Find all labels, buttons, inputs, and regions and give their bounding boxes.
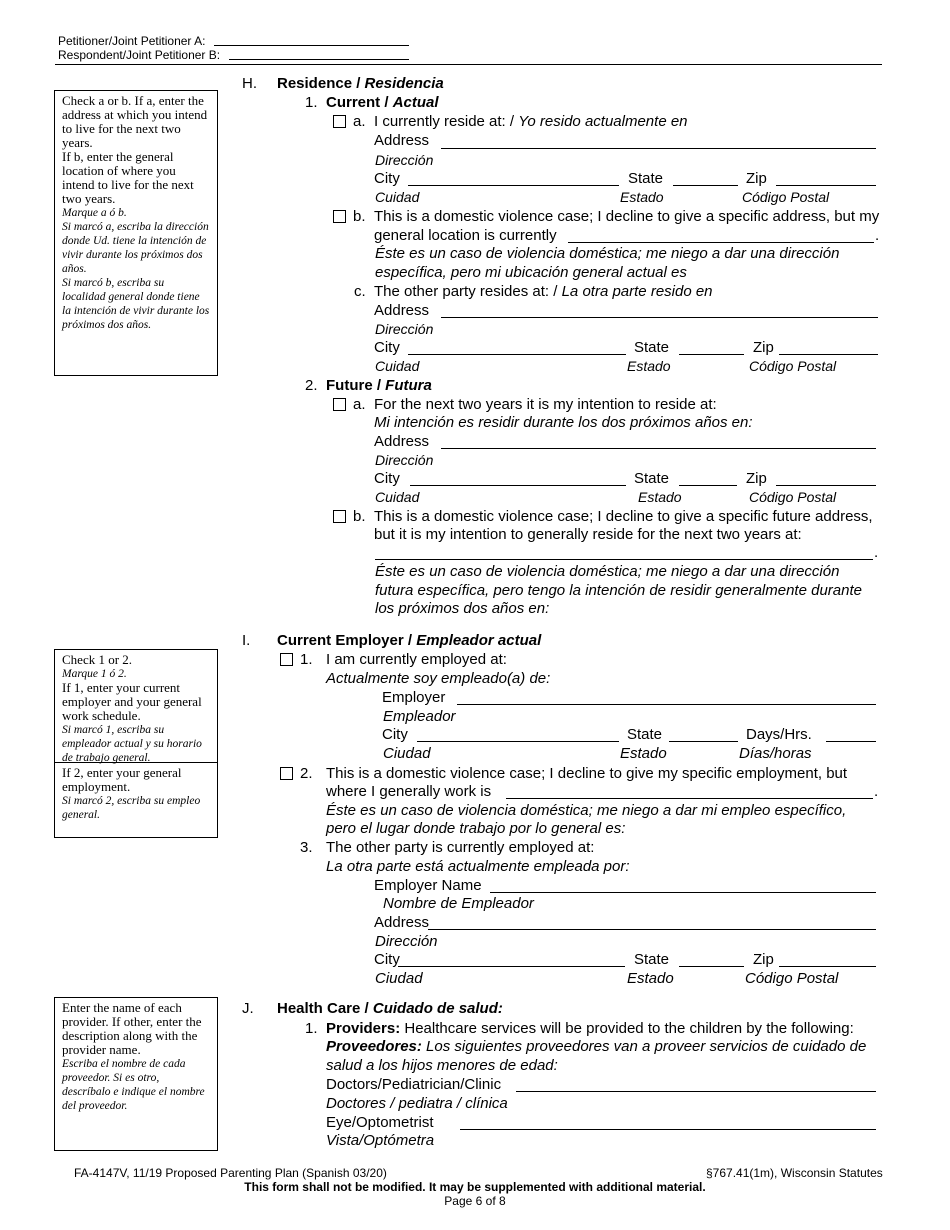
checkbox-current-a[interactable] <box>333 115 346 128</box>
zip-label: Zip <box>753 951 774 968</box>
period: . <box>874 783 879 800</box>
future-zip-field[interactable] <box>776 485 876 486</box>
zip-label: Zip <box>746 170 767 187</box>
instruction-box-employer-1 <box>54 649 218 763</box>
employer-state-field[interactable] <box>669 741 738 742</box>
address-label: Address <box>374 302 430 319</box>
employer-field[interactable] <box>457 704 876 705</box>
instruction-box-health <box>54 997 218 1151</box>
current-a-text: I currently reside at: / Yo resido actualmente en <box>374 113 688 130</box>
future-a-es: Mi intención es residir durante los dos próximos años en: <box>374 414 753 431</box>
item-number: 3. <box>300 839 313 856</box>
city-label-es: Cuidad <box>375 189 420 205</box>
section-h-letter: H. <box>242 75 257 92</box>
general-location-field[interactable] <box>568 242 874 243</box>
other-address-field[interactable] <box>441 317 878 318</box>
instruction-box-employer-2 <box>54 763 218 838</box>
city-label-es: Cuidad <box>375 489 420 505</box>
period: . <box>875 227 880 244</box>
instruction-text: Check 1 or 2. <box>62 652 133 667</box>
item-number: 2. <box>305 377 318 394</box>
decline-employment-text2: where I generally work is <box>326 783 492 800</box>
employer-label: Employer <box>382 689 446 706</box>
respondent-label: Respondent/Joint Petitioner B: <box>58 48 221 62</box>
state-label: State <box>634 339 670 356</box>
decline-employment-text: This is a domestic violence case; I decline to give my specific employment, but <box>326 765 848 782</box>
eye-label: Eye/Optometrist <box>326 1114 434 1131</box>
eye-label-es: Vista/Optómetra <box>326 1132 435 1149</box>
instruction-text-es: Escriba el nombre de cada proveedor. Si es otro, descríbalo e indique el nombre del proveedor. <box>62 1058 205 1112</box>
state-label-es: Estado <box>627 970 674 987</box>
city-label-es: Ciudad <box>383 745 431 762</box>
zip-label-es: Código Postal <box>749 358 837 374</box>
current-c-text: The other party resides at: / La otra parte resido en <box>374 283 713 300</box>
section-j-title: Health Care / Cuidado de salud: <box>277 1000 503 1017</box>
option-label: a. <box>353 396 366 413</box>
future-b-es1: Éste es un caso de violencia doméstica; me niego a dar una dirección <box>375 563 840 580</box>
section-i-letter: I. <box>242 632 251 649</box>
future-b-text2: but it is my intention to generally reside for the next two years at: <box>374 526 802 543</box>
state-label: State <box>628 170 664 187</box>
city-field[interactable] <box>408 185 619 186</box>
doctors-field[interactable] <box>516 1091 876 1092</box>
header-rule <box>55 64 882 65</box>
other-state-field[interactable] <box>679 354 744 355</box>
future-a-text: For the next two years it is my intention to reside at: <box>374 396 717 413</box>
zip-field[interactable] <box>776 185 876 186</box>
checkbox-employed[interactable] <box>280 653 293 666</box>
zip-label-es: Código Postal <box>745 970 839 987</box>
other-city-field[interactable] <box>408 354 626 355</box>
future-heading: Future / Futura <box>326 377 432 394</box>
zip-label-es: Código Postal <box>749 489 837 505</box>
future-b-text: This is a domestic violence case; I decline to give a specific future address, <box>374 508 873 525</box>
address-label-es: Dirección <box>375 152 434 168</box>
days-label: Days/Hrs. <box>746 726 812 743</box>
page-number: Page 6 of 8 <box>444 1194 506 1208</box>
option-label: c. <box>354 283 366 300</box>
state-field[interactable] <box>673 185 738 186</box>
city-label-es: Cuidad <box>375 358 420 374</box>
current-b-text2: general location is currently <box>374 227 557 244</box>
city-label: City <box>374 339 400 356</box>
general-work-field[interactable] <box>506 798 873 799</box>
other-employed-es: La otra parte está actualmente empleada por: <box>326 858 630 875</box>
current-heading: Current / Actual <box>326 94 439 111</box>
future-state-field[interactable] <box>679 485 737 486</box>
city-label: City <box>382 726 408 743</box>
checkbox-decline-employment[interactable] <box>280 767 293 780</box>
other-employer-zip-field[interactable] <box>779 966 876 967</box>
period: . <box>874 544 879 561</box>
proveedores-text: Proveedores: Los siguientes proveedores van a proveer servicios de cuidado de <box>326 1038 867 1055</box>
section-h-title: Residence / Residencia <box>277 75 444 92</box>
address-label: Address <box>374 914 430 931</box>
city-label: City <box>374 470 400 487</box>
address-field[interactable] <box>441 148 876 149</box>
footer-notice: This form shall not be modified. It may be supplemented with additional material. <box>244 1180 706 1194</box>
statute: §767.41(1m), Wisconsin Statutes <box>706 1166 883 1180</box>
current-b-text: This is a domestic violence case; I decline to give a specific address, but my <box>374 208 880 225</box>
employer-city-field[interactable] <box>417 741 619 742</box>
instruction-text: If b, enter the general location of where you intend to live for the next two years. <box>62 149 194 206</box>
state-label: State <box>634 951 670 968</box>
future-city-field[interactable] <box>410 485 626 486</box>
zip-label: Zip <box>753 339 774 356</box>
proveedores-text2: salud a los hijos menores de edad: <box>326 1057 558 1074</box>
employer-label-es: Empleador <box>383 708 456 725</box>
instruction-text-es: Si marcó a, escriba la dirección donde Ud. tiene la intención de vivir durante los próximos dos años. <box>62 221 209 275</box>
other-employer-address-field[interactable] <box>428 929 876 930</box>
respondent-field[interactable] <box>229 59 409 60</box>
future-b-es3: los próximos dos años en: <box>375 600 550 617</box>
option-label: a. <box>353 113 366 130</box>
state-label-es: Estado <box>620 189 664 205</box>
other-employed-text: The other party is currently employed at: <box>326 839 595 856</box>
instruction-text: Enter the name of each provider. If other, enter the description along with the provider name. <box>62 1000 202 1057</box>
future-address-field[interactable] <box>441 448 876 449</box>
instruction-box-residence <box>54 90 218 376</box>
zip-label-es: Código Postal <box>742 189 830 205</box>
decline-employment-es1: Éste es un caso de violencia doméstica; me niego a dar mi empleo específico, <box>326 802 847 819</box>
item-number: 1. <box>305 94 318 111</box>
address-label-es: Dirección <box>375 933 438 950</box>
other-employer-city-field[interactable] <box>398 966 625 967</box>
instruction-text: If 1, enter your current employer and your general work schedule. <box>62 680 202 723</box>
employed-text: I am currently employed at: <box>326 651 507 668</box>
checkbox-future-a[interactable] <box>333 398 346 411</box>
petitioner-label: Petitioner/Joint Petitioner A: <box>58 34 206 48</box>
option-label: b. <box>353 508 366 525</box>
address-label-es: Dirección <box>375 452 434 468</box>
address-label: Address <box>374 433 430 450</box>
item-number: 1. <box>300 651 313 668</box>
section-i-title: Current Employer / Empleador actual <box>277 632 542 649</box>
address-label-es: Dirección <box>375 321 434 337</box>
future-general-location-field[interactable] <box>375 559 873 560</box>
doctors-label-es: Doctores / pediatra / clínica <box>326 1095 508 1112</box>
current-b-es1: Éste es un caso de violencia doméstica; me niego a dar una dirección <box>375 245 840 262</box>
eye-field[interactable] <box>460 1129 876 1130</box>
address-label: Address <box>374 132 430 149</box>
other-employer-field[interactable] <box>490 892 876 893</box>
option-label: b. <box>353 208 366 225</box>
city-label: City <box>374 170 400 187</box>
instruction-text-es: Marque 1 ó 2. <box>62 668 127 680</box>
current-b-es2: específica, pero mi ubicación general actual es <box>375 264 687 281</box>
state-label: State <box>627 726 663 743</box>
instruction-text-es: Si marcó 1, escriba su empleador actual y su horario de trabajo general. <box>62 724 202 764</box>
state-label-es: Estado <box>638 489 682 505</box>
instruction-text: Check a or b. If a, enter the address at which you intend to live for the next two years. <box>62 93 208 150</box>
petitioner-field[interactable] <box>214 45 409 46</box>
instruction-text: If 2, enter your general employment. <box>62 765 182 794</box>
employed-text-es: Actualmente soy empleado(a) de: <box>326 670 551 687</box>
days-field[interactable] <box>826 741 876 742</box>
doctors-label: Doctors/Pediatrician/Clinic <box>326 1076 502 1093</box>
state-label: State <box>634 470 670 487</box>
decline-employment-es2: pero el lugar donde trabajo por lo general es: <box>326 820 626 837</box>
checkbox-current-b[interactable] <box>333 210 346 223</box>
employer-name-label-es: Nombre de Empleador <box>383 895 534 912</box>
item-number: 2. <box>300 765 313 782</box>
future-b-es2: futura específica, pero tengo la intención de residir generalmente durante <box>375 582 862 599</box>
state-label-es: Estado <box>627 358 671 374</box>
city-label: City <box>374 951 400 968</box>
state-label-es: Estado <box>620 745 667 762</box>
employer-name-label: Employer Name <box>374 877 482 894</box>
section-j-letter: J. <box>242 1000 254 1017</box>
days-label-es: Días/horas <box>739 745 812 762</box>
city-label-es: Ciudad <box>375 970 423 987</box>
item-number: 1. <box>305 1020 318 1037</box>
zip-label: Zip <box>746 470 767 487</box>
checkbox-future-b[interactable] <box>333 510 346 523</box>
providers-text: Providers: Healthcare services will be provided to the children by the following: <box>326 1020 854 1037</box>
instruction-text-es: Si marcó 2, escriba su empleo general. <box>62 795 201 821</box>
other-zip-field[interactable] <box>779 354 878 355</box>
form-id: FA-4147V, 11/19 Proposed Parenting Plan (Spanish 03/20) <box>74 1166 387 1180</box>
other-employer-state-field[interactable] <box>679 966 744 967</box>
instruction-text-es: Marque a ó b. <box>62 207 127 219</box>
instruction-text-es: Si marcó b, escriba su localidad general donde tiene la intención de vivir durante los próximos dos años. <box>62 277 210 331</box>
